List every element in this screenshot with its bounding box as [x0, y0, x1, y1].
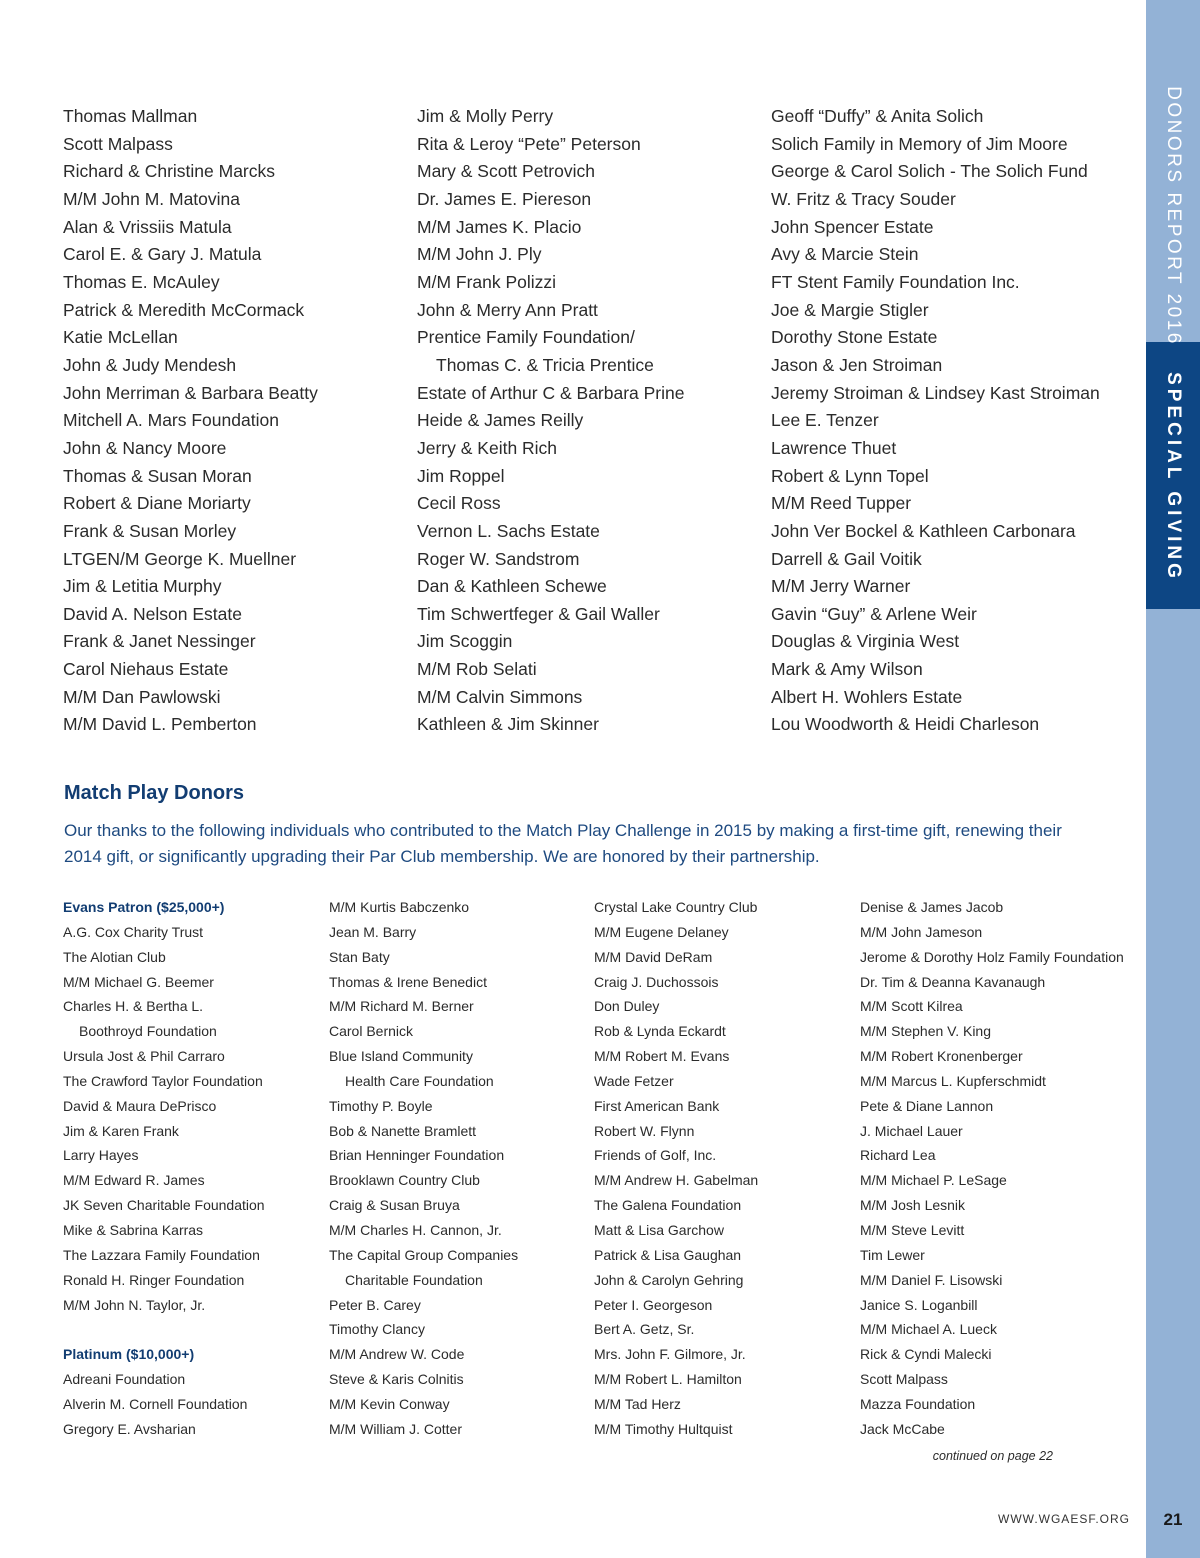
donor-name: M/M James K. Placio — [417, 216, 582, 237]
match-play-intro: Our thanks to the following individuals who contributed to the Match Play Challenge in 2015 by making a first-time gift, renewing their 2014 gift, or significantly upgrading their Par Club membership. We are honored by their partnership. — [64, 821, 1062, 866]
donor-name: Thomas C. & Tricia Prentice — [436, 354, 654, 375]
donor-name: M/M Andrew H. Gabelman — [594, 1172, 759, 1189]
donor-name: Scott Malpass — [63, 133, 173, 154]
donor-name: Dr. Tim & Deanna Kavanaugh — [860, 973, 1046, 990]
donor-name: Lawrence Thuet — [771, 437, 897, 458]
donor-name: Patrick & Meredith McCormack — [63, 299, 305, 320]
donor-name: Mitchell A. Mars Foundation — [63, 410, 279, 431]
donor-name: M/M Jerry Warner — [771, 576, 911, 597]
donor-name: Rob & Lynda Eckardt — [594, 1023, 726, 1040]
match-play-column-3 — [594, 895, 758, 1442]
donor-name: M/M Andrew W. Code — [329, 1346, 465, 1363]
donor-name: M/M Robert Kronenberger — [860, 1048, 1023, 1065]
donor-name: Lou Woodworth & Heidi Charleson — [771, 714, 1040, 735]
donor-name: John & Carolyn Gehring — [594, 1271, 744, 1288]
donor-name: Dorothy Stone Estate — [771, 327, 938, 348]
donor-name: Blue Island Community — [329, 1048, 473, 1065]
donor-name: The Crawford Taylor Foundation — [63, 1072, 263, 1089]
donor-column-2 — [417, 103, 685, 739]
donor-name: John Ver Bockel & Kathleen Carbonara — [771, 520, 1076, 541]
donor-name: M/M Kurtis Babczenko — [329, 899, 470, 915]
donor-name: Alan & Vrissiis Matula — [63, 216, 232, 237]
donor-name: M/M Rob Selati — [417, 659, 537, 680]
donor-name: Charles H. & Bertha L. — [63, 998, 204, 1015]
donor-name: M/M Edward R. James — [63, 1172, 205, 1189]
donor-name: Robert & Diane Moriarty — [63, 493, 251, 514]
donor-name: M/M Steve Levitt — [860, 1221, 965, 1238]
donor-name: Robert & Lynn Topel — [771, 465, 929, 486]
donor-name: Vernon L. Sachs Estate — [417, 520, 600, 541]
donor-name: Pete & Diane Lannon — [860, 1097, 994, 1114]
donor-name: The Alotian Club — [63, 948, 166, 965]
donor-name: M/M Tad Herz — [594, 1395, 681, 1412]
donor-name: Health Care Foundation — [345, 1072, 494, 1089]
donor-name: M/M Stephen V. King — [860, 1023, 992, 1040]
donor-name: Heide & James Reilly — [417, 410, 584, 431]
donor-name: John & Nancy Moore — [63, 437, 227, 458]
donor-name: Jerry & Keith Rich — [417, 437, 558, 458]
donor-name: J. Michael Lauer — [860, 1122, 963, 1139]
donor-name: John & Merry Ann Pratt — [417, 299, 598, 320]
donor-name: M/M Charles H. Cannon, Jr. — [329, 1221, 502, 1238]
donor-name: Friends of Golf, Inc. — [594, 1147, 717, 1164]
donor-name: The Capital Group Companies — [329, 1246, 519, 1263]
match-play-column-2 — [329, 895, 518, 1442]
donor-name: Jack McCabe — [860, 1420, 945, 1437]
donor-name: M/M Reed Tupper — [771, 493, 912, 514]
donor-name: Ursula Jost & Phil Carraro — [63, 1048, 225, 1065]
donor-name: Brian Henninger Foundation — [329, 1147, 505, 1164]
donor-name: Stan Baty — [329, 948, 390, 965]
donor-name: Albert H. Wohlers Estate — [771, 686, 963, 707]
donor-name: Steve & Karis Colnitis — [329, 1371, 464, 1388]
donor-name: Jim & Letitia Murphy — [63, 576, 222, 597]
donor-name: Scott Malpass — [860, 1371, 948, 1388]
donor-name: Bob & Nanette Bramlett — [329, 1122, 477, 1139]
donor-name: M/M Marcus L. Kupferschmidt — [860, 1072, 1046, 1089]
match-play-title: Match Play Donors — [64, 782, 245, 804]
donor-name: Crystal Lake Country Club — [594, 899, 758, 915]
donor-name: M/M Richard M. Berner — [329, 998, 474, 1015]
donor-name: Jerome & Dorothy Holz Family Foundation — [860, 948, 1124, 965]
donor-name: M/M John N. Taylor, Jr. — [63, 1296, 206, 1313]
donor-name: Patrick & Lisa Gaughan — [594, 1246, 742, 1263]
match-play-column-1 — [63, 895, 265, 1442]
donor-name: M/M Calvin Simmons — [417, 686, 583, 707]
donor-name: Darrell & Gail Voitik — [771, 548, 922, 569]
donor-name: Mrs. John F. Gilmore, Jr. — [594, 1346, 746, 1363]
donor-name: LTGEN/M George K. Muellner — [63, 548, 297, 569]
donor-name: Matt & Lisa Garchow — [594, 1221, 724, 1238]
donor-name: Boothroyd Foundation — [79, 1023, 217, 1040]
donor-name: Rick & Cyndi Malecki — [860, 1346, 992, 1363]
donor-name: M/M Frank Polizzi — [417, 271, 557, 292]
donor-name: Frank & Janet Nessinger — [63, 631, 256, 652]
donor-name: Robert W. Flynn — [594, 1122, 695, 1139]
donor-name: Estate of Arthur C & Barbara Prine — [417, 382, 685, 403]
donor-name: Brooklawn Country Club — [329, 1172, 480, 1189]
donor-name: Carol Niehaus Estate — [63, 659, 229, 680]
donor-name: Bert A. Getz, Sr. — [594, 1321, 695, 1338]
donor-name: Avy & Marcie Stein — [771, 244, 919, 265]
spacer — [63, 1317, 265, 1342]
tier-heading: Platinum ($10,000+) — [63, 1346, 195, 1363]
donor-name: Timothy Clancy — [329, 1321, 425, 1338]
donor-name: Carol E. & Gary J. Matula — [63, 244, 262, 265]
section-title-vertical: SPECIAL GIVING — [1163, 372, 1184, 582]
donor-name: M/M William J. Cotter — [329, 1420, 462, 1437]
donor-name: FT Stent Family Foundation Inc. — [771, 271, 1020, 292]
donor-name: Thomas & Susan Moran — [63, 465, 252, 486]
donor-name: Tim Lewer — [860, 1246, 925, 1263]
donor-name: Mike & Sabrina Karras — [63, 1221, 204, 1238]
donor-name: Richard Lea — [860, 1147, 936, 1164]
donor-name: M/M Dan Pawlowski — [63, 686, 221, 707]
donor-name: Larry Hayes — [63, 1147, 139, 1164]
report-title-vertical: DONORS REPORT 2016 — [1163, 86, 1184, 346]
match-play-column-4 — [860, 895, 1124, 1442]
donor-name: Solich Family in Memory of Jim Moore — [771, 133, 1068, 154]
donor-name: John Merriman & Barbara Beatty — [63, 382, 318, 403]
donor-name: Gavin “Guy” & Arlene Weir — [771, 603, 977, 624]
donor-name: Timothy P. Boyle — [329, 1097, 433, 1114]
donor-name: M/M Michael G. Beemer — [63, 973, 214, 990]
donor-name: David A. Nelson Estate — [63, 603, 242, 624]
donor-name: Rita & Leroy “Pete” Peterson — [417, 133, 641, 154]
donor-name: Craig & Susan Bruya — [329, 1197, 460, 1214]
donor-name: Jason & Jen Stroiman — [771, 354, 943, 375]
donor-name: Richard & Christine Marcks — [63, 161, 275, 182]
donor-name: Jean M. Barry — [329, 923, 417, 940]
donor-name: Douglas & Virginia West — [771, 631, 960, 652]
donor-name: Craig J. Duchossois — [594, 973, 719, 990]
donor-name: Wade Fetzer — [594, 1072, 674, 1089]
donor-name: Peter B. Carey — [329, 1296, 421, 1313]
donor-name: Jeremy Stroiman & Lindsey Kast Stroiman — [771, 382, 1100, 403]
donor-name: A.G. Cox Charity Trust — [63, 923, 204, 940]
donor-name: M/M John M. Matovina — [63, 188, 240, 209]
donor-name: M/M John J. Ply — [417, 244, 542, 265]
donor-name: The Lazzara Family Foundation — [63, 1246, 260, 1263]
donor-name: M/M Michael A. Lueck — [860, 1321, 997, 1338]
donor-name: M/M Scott Kilrea — [860, 998, 963, 1015]
donor-name: John Spencer Estate — [771, 216, 934, 237]
donor-name: Charitable Foundation — [345, 1271, 483, 1288]
continued-note: continued on page 22 — [932, 1449, 1053, 1463]
page-number: 21 — [1163, 1510, 1183, 1529]
donor-name: M/M Robert L. Hamilton — [594, 1371, 742, 1388]
donor-name: M/M Josh Lesnik — [860, 1197, 966, 1214]
donor-name: M/M Robert M. Evans — [594, 1048, 730, 1065]
donor-name: Dr. James E. Piereson — [417, 188, 592, 209]
donor-name: Dan & Kathleen Schewe — [417, 576, 607, 597]
donor-name: M/M David L. Pemberton — [63, 714, 257, 735]
donor-name: First American Bank — [594, 1097, 720, 1114]
donor-name: M/M Daniel F. Lisowski — [860, 1271, 1003, 1288]
donor-name: Gregory E. Avsharian — [63, 1420, 196, 1437]
donor-name: Jim & Karen Frank — [63, 1122, 179, 1139]
donor-column-3 — [771, 103, 1100, 739]
donor-name: M/M Timothy Hultquist — [594, 1420, 733, 1437]
donor-name: Lee E. Tenzer — [771, 410, 879, 431]
donor-name: Peter I. Georgeson — [594, 1296, 713, 1313]
footer-website[interactable]: WWW.WGAESF.ORG — [998, 1512, 1130, 1526]
donor-name: Jim & Molly Perry — [417, 106, 554, 126]
donor-name: Adreani Foundation — [63, 1371, 186, 1388]
donor-name: JK Seven Charitable Foundation — [63, 1197, 265, 1214]
donor-name: Carol Bernick — [329, 1023, 414, 1040]
donor-name: Janice S. Loganbill — [860, 1296, 978, 1313]
donor-name: Thomas E. McAuley — [63, 271, 220, 292]
donor-name: Thomas Mallman — [63, 106, 198, 126]
donor-name: Prentice Family Foundation/ — [417, 327, 635, 348]
donor-column-1 — [63, 103, 318, 739]
donor-name: David & Maura DePrisco — [63, 1097, 217, 1114]
tier-heading: Evans Patron ($25,000+) — [63, 899, 225, 915]
donor-name: Frank & Susan Morley — [63, 520, 237, 541]
donor-name: M/M Kevin Conway — [329, 1395, 450, 1412]
donor-name: George & Carol Solich - The Solich Fund — [771, 161, 1088, 182]
donor-name: Joe & Margie Stigler — [771, 299, 929, 320]
donor-name: Mazza Foundation — [860, 1395, 976, 1412]
donor-name: The Galena Foundation — [594, 1197, 742, 1214]
donor-name: Katie McLellan — [63, 327, 178, 348]
donor-name: Tim Schwertfeger & Gail Waller — [417, 603, 660, 624]
donor-name: W. Fritz & Tracy Souder — [771, 188, 956, 209]
donor-name: Kathleen & Jim Skinner — [417, 714, 599, 735]
donor-name: Denise & James Jacob — [860, 899, 1004, 915]
donor-name: M/M John Jameson — [860, 923, 983, 940]
donor-name: M/M David DeRam — [594, 948, 713, 965]
donor-name: Jim Roppel — [417, 465, 505, 486]
donor-name: Alverin M. Cornell Foundation — [63, 1395, 248, 1412]
donor-name: Cecil Ross — [417, 493, 501, 514]
donor-name: Don Duley — [594, 998, 660, 1015]
donor-name: Jim Scoggin — [417, 631, 513, 652]
donor-name: John & Judy Mendesh — [63, 354, 237, 375]
donor-name: Geoff “Duffy” & Anita Solich — [771, 106, 984, 126]
donor-name: Mark & Amy Wilson — [771, 659, 923, 680]
donor-name: M/M Michael P. LeSage — [860, 1172, 1007, 1189]
donor-name: Roger W. Sandstrom — [417, 548, 580, 569]
donor-name: M/M Eugene Delaney — [594, 923, 729, 940]
donor-name: Thomas & Irene Benedict — [329, 973, 487, 990]
donor-name: Mary & Scott Petrovich — [417, 161, 595, 182]
donor-name: Ronald H. Ringer Foundation — [63, 1271, 245, 1288]
